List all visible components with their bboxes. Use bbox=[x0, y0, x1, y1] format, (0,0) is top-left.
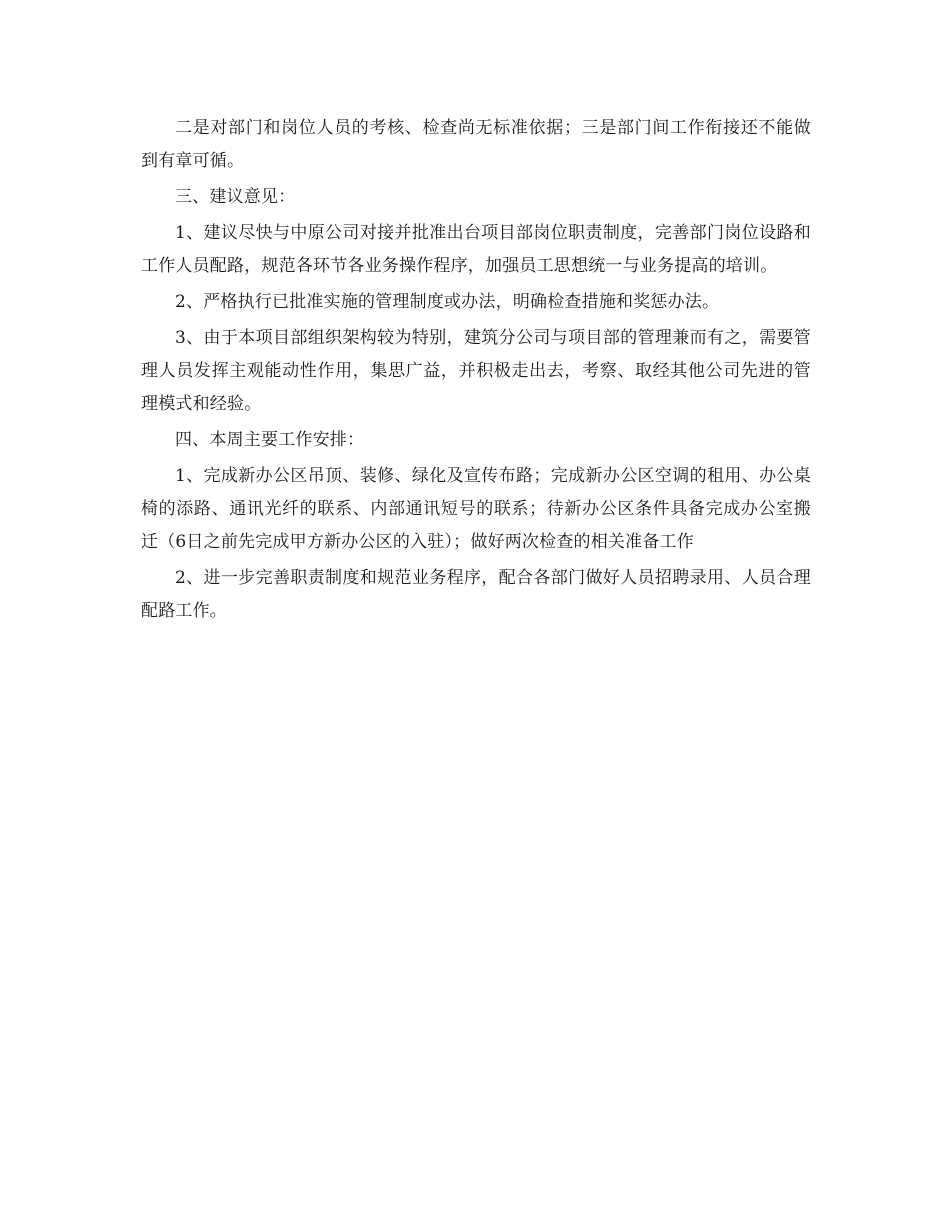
paragraph-suggestion-2: 2、严格执行已批准实施的管理制度或办法，明确检查措施和奖惩办法。 bbox=[175, 292, 720, 312]
document-page bbox=[141, 112, 811, 631]
paragraph-suggestion-1: 1、建议尽快与中原公司对接并批准出台项目部岗位职责制度，完善部门岗位设路和工作人员配路，规范各环节各业务操作程序，加强员工思想统一与业务提高的培训。 bbox=[141, 223, 811, 276]
paragraph-plan-1: 1、完成新办公区吊顶、装修、绿化及宣传布路；完成新办公区空调的租用、办公桌椅的添路、通讯光纤的联系、内部通讯短号的联系；待新办公区条件具备完成办公室搬迁（6日之前先完成甲方新办公区的入驻）；做好两次检查的相关准备工作 bbox=[141, 466, 811, 552]
paragraph-assessment-issues: 二是对部门和岗位人员的考核、检查尚无标准依据；三是部门间工作衔接还不能做到有章可循。 bbox=[141, 118, 811, 171]
heading-weekly-plan: 四、本周主要工作安排： bbox=[175, 430, 365, 450]
paragraph-suggestion-3: 3、由于本项目部组织架构较为特别，建筑分公司与项目部的管理兼而有之，需要管理人员发挥主观能动性作用，集思广益，并积极走出去，考察、取经其他公司先进的管理模式和经验。 bbox=[141, 328, 811, 414]
paragraph-plan-2: 2、进一步完善职责制度和规范业务程序，配合各部门做好人员招聘录用、人员合理配路工作。 bbox=[141, 568, 811, 621]
heading-suggestions: 三、建议意见： bbox=[175, 187, 296, 207]
